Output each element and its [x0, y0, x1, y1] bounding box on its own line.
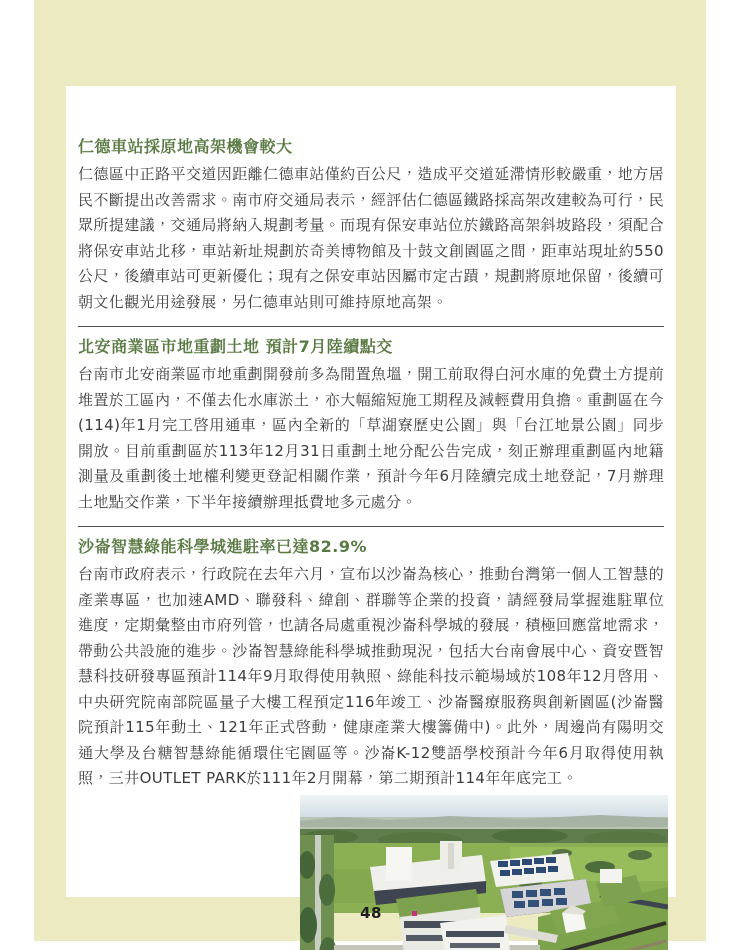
aerial-photo [300, 795, 668, 950]
article-section-beian-district [78, 337, 664, 515]
section-divider [78, 526, 664, 527]
section-heading: 仁德車站採原地高架機會較大 [78, 137, 293, 156]
article-section-rende-station [78, 137, 664, 315]
section-body-text: 仁德區中正路平交道因距離仁德車站僅約百公尺，造成平交道延滯情形較嚴重，地方居民不斷提出改善需求。南市府交通局表示，經評估仁德區鐵路採高架改建較為可行，民眾所提建議，交通局將納入規劃考量。而現有保安車站位於鐵路高架斜坡路段，須配合將保安車站北移，車站新址規劃於奇美博物館及十鼓文創園區之間，距車站現址約550公尺，後續車站可更新優化；現有之保安車站因屬市定古蹟，規劃將原地保留，後續可朝文化觀光用途發展，另仁德車站則可維持原地高架。 [78, 165, 664, 311]
article-section-shalun-city [78, 537, 664, 792]
article-content-box [66, 86, 676, 897]
page-number: 48 [360, 904, 382, 922]
section-heading: 北安商業區市地重劃土地 預計7月陸續點交 [78, 337, 393, 356]
section-divider [78, 326, 664, 327]
section-heading: 沙崙智慧綠能科學城進駐率已達82.9% [78, 537, 368, 556]
section-body-text: 台南市北安商業區市地重劃開發前多為閒置魚塭，開工前取得白河水庫的免費土方提前堆置於工區內，不僅去化水庫淤土，亦大幅縮短施工期程及減輕費用負擔。重劃區在今(114)年1月完工啓用通車，區內全新的「草湖寮歷史公園」與「台江地景公園」同步開放。目前重劃區於113年12月31日重劃土地分配公告完成，刻正辦理重劃區內地籍測量及重劃後土地權利變更登記相關作業，預計今年6月陸續完成土地登記，7月辦理土地點交作業，下半年接續辦理抵費地多元處分。 [78, 365, 664, 511]
section-body-text: 台南市政府表示，行政院在去年六月，宣布以沙崙為核心，推動台灣第一個人工智慧的產業專區，也加速AMD、聯發科、緯創、群聯等企業的投資，請經發局掌握進駐單位進度，定期彙整由市府列管，也請各局處重視沙崙科學城的發展，積極回應當地需求，帶動公共設施的進步。沙崙智慧綠能科學城推動現況，包括大台南會展中心、資安暨智慧科技研發專區預計114年9月取得使用執照、綠能科技示範場域於108年12月啓用、中央研究院南部院區量子大樓工程預定116年竣工、沙崙醫療服務與創新園區(沙崙醫院預計115年動土、121年正式啓動，健康產業大樓籌備中)。此外，周邊尚有陽明交通大學及台糖智慧綠能循環住宅園區等。沙崙K-12雙語學校預計今年6月取得使用執照，三井OUTLET PARK於111年2月開幕，第二期預計114年年底完工。 [78, 565, 664, 787]
